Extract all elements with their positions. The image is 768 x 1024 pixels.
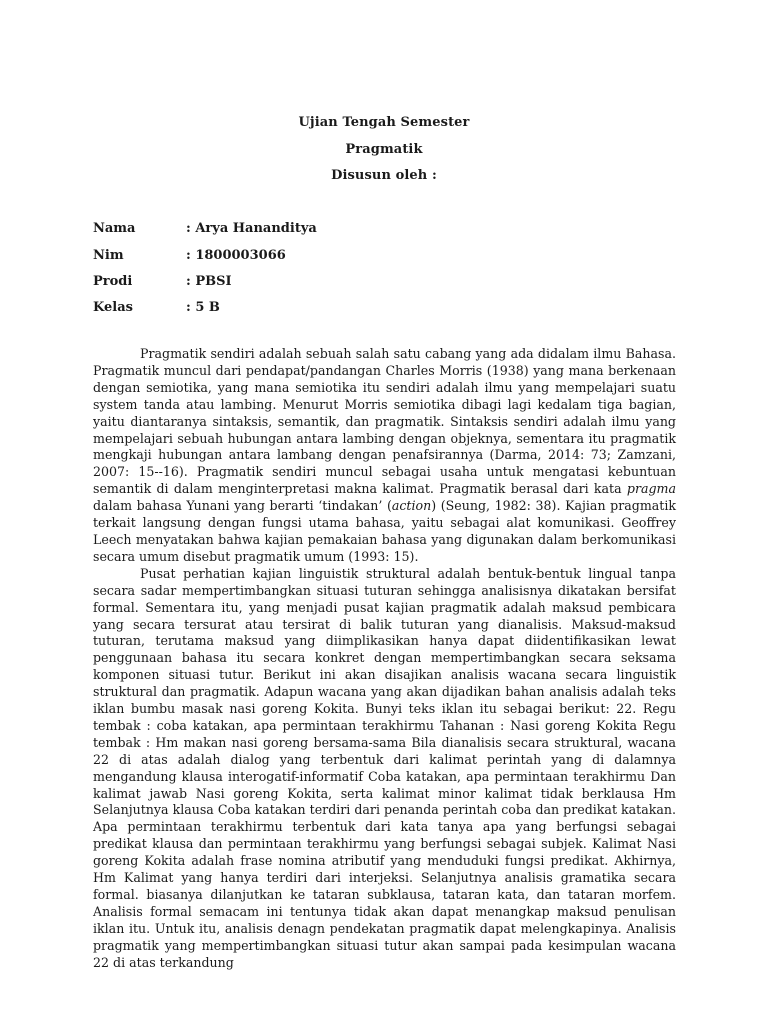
info-row-nim bbox=[93, 248, 286, 263]
info-value: : Arya Hananditya bbox=[186, 221, 317, 236]
author-heading: Disusun oleh : bbox=[331, 168, 437, 183]
italic-term: pragma bbox=[626, 481, 676, 497]
paragraph-1: Pragmatik sendiri adalah sebuah salah satu cabang yang ada didalam ilmu Bahasa. Pragmatik muncul dari pendapat/pandangan Charles Morris (1938) yang mana berkenaan dengan semiotika, yang mana semiotika itu sendiri adalah ilmu yang mempelajari suatu system tanda atau lambing. Menurut Morris semiotika dibagi lagi kedalam tiga bagian, yaitu diantaranya sintaksis, semantik, dan pragmatik. Sintaksis sendiri adalah ilmu yang mempelajari sebuah hubungan antara lambing dengan objeknya, sementara itu pragmatik mengkaji hubungan antara lambang dengan penafsirannya (Darma, 2014: 73; Zamzani, 2007: 15--16). Pragmatik sendiri muncul sebagai usaha untuk mengatasi kebuntuan semantik di dalam menginterpretasi makna kalimat. Pragmatik berasal dari kata pragma dalam bahasa Yunani yang berarti ‘tindakan’ (action) (Seung, 1982: 38). Kajian pragmatik terkait langsung dengan fungsi utama bahasa, yaitu sebagai alat komunikasi. Geoffrey Leech menyatakan bahwa kajian pemakaian bahasa yang digunakan dalam berkomunikasi secara umum disebut pragmatik umum (1993: 15). bbox=[93, 346, 676, 564]
info-value: : 1800003066 bbox=[186, 248, 286, 263]
body-text bbox=[93, 346, 676, 972]
paragraph-2: Pusat perhatian kajian linguistik struktural adalah bentuk-bentuk lingual tanpa secara sadar mempertimbangkan situasi tuturan sehingga analisisnya dikatakan bersifat formal. Sementara itu, yang menjadi pusat kajian pragmatik adalah maksud pembicara yang secara tersurat atau tersirat di balik tuturan yang dianalisis. Maksud-maksud tuturan, terutama maksud yang diimplikasikan hanya dapat diidentifikasikan lewat penggunaan bahasa itu secara konkret dengan mempertimbangkan secara seksama komponen situasi tutur. Berikut ini akan disajikan analisis wacana secara linguistik struktural dan pragmatik. Adapun wacana yang akan dijadikan bahan analisis adalah teks iklan bumbu masak nasi goreng Kokita. Bunyi teks iklan itu sebagai berikut: 22. Regu tembak : coba katakan, apa permintaan terakhirmu Tahanan : Nasi goreng Kokita Regu tembak : Hm makan nasi goreng bersama-sama Bila dianalisis secara struktural, wacana 22 di atas adalah dialog yang terbentuk dari kalimat perintah yang di dalamnya mengandung klausa interogatif-informatif Coba katakan, apa permintaan terakhirmu Dan kalimat jawab Nasi goreng Kokita, serta kalimat minor kalimat tidak berklausa Hm Selanjutnya klausa Coba katakan terdiri dari penanda perintah coba dan predikat katakan. Apa permintaan terakhirmu terbentuk dari kata tanya apa yang berfungsi sebagai predikat klausa dan permintaan terakhirmu yang berfungsi sebagai subjek. Kalimat Nasi goreng Kokita adalah frase nomina atributif yang menduduki fungsi predikat. Akhirnya, Hm Kalimat yang hanya terdiri dari interjeksi. Selanjutnya analisis gramatika secara formal. biasanya dilanjutkan ke tataran subklausa, tataran kata, dan tataran morfem. Analisis formal semacam ini tentunya tidak akan dapat menangkap maksud penulisan iklan itu. Untuk itu, analisis denagn pendekatan pragmatik dapat melengkapinya. Analisis pragmatik yang mempertimbangkan situasi tutur akan sampai pada kesimpulan wacana 22 di atas terkandung bbox=[93, 565, 676, 970]
info-value: : PBSI bbox=[186, 274, 232, 289]
info-label: Nim bbox=[93, 248, 124, 263]
info-value: : 5 B bbox=[186, 300, 220, 315]
course-title: Pragmatik bbox=[345, 142, 423, 157]
exam-title: Ujian Tengah Semester bbox=[298, 115, 470, 130]
info-row-nama bbox=[93, 221, 317, 236]
info-label: Kelas bbox=[93, 300, 133, 315]
info-label: Nama bbox=[93, 221, 136, 236]
info-row-prodi bbox=[93, 274, 232, 289]
info-label: Prodi bbox=[93, 274, 133, 289]
italic-term: action bbox=[391, 498, 432, 514]
info-row-kelas bbox=[93, 300, 220, 315]
